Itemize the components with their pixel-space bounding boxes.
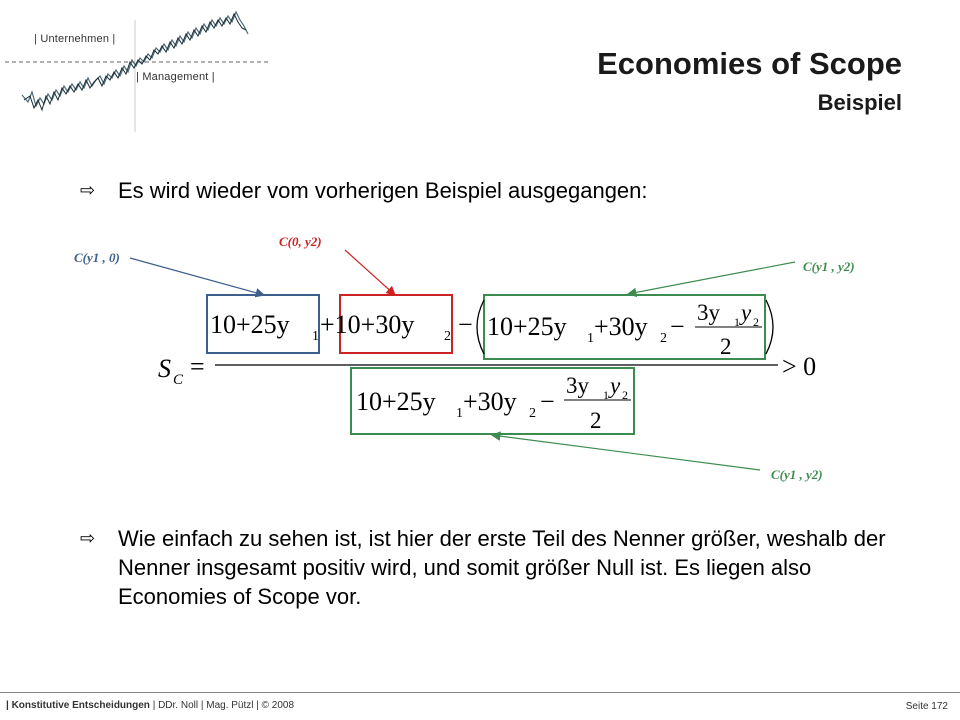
bullet-item bbox=[80, 524, 920, 614]
footer-divider bbox=[0, 692, 960, 693]
callout-c-y1-0: C(y1 , 0) bbox=[74, 250, 120, 265]
bullet-text: Es wird wieder vom vorherigen Beispiel ausgegangen: bbox=[118, 178, 648, 203]
logo-bottom-label: | Management | bbox=[136, 71, 215, 83]
callout-c-y1-y2-top: C(y1 , y2) bbox=[803, 259, 855, 274]
den-term2: +30y bbox=[463, 387, 517, 416]
arrow-blue bbox=[130, 258, 264, 295]
bullet-text: Wie einfach zu sehen ist, ist hier der erste Teil des Nenner größer, weshalb der Nenner insgesamt positiv wird, und somit größer Null ist. Es liegen also Economies of Scope vor. bbox=[118, 526, 886, 609]
footer-authors: | DDr. Noll | Mag. Pützl | © 2008 bbox=[149, 700, 295, 711]
num-frac-num-subs: 1 bbox=[734, 315, 740, 329]
footer-section: | Konstitutive Entscheidungen bbox=[6, 700, 150, 711]
den-frac-num-y2-sub: 2 bbox=[622, 388, 628, 402]
den-frac-den: 2 bbox=[590, 408, 602, 433]
bullet-item bbox=[80, 176, 920, 208]
lhs-s: S bbox=[158, 354, 171, 383]
stock-chart-logo-icon bbox=[0, 0, 300, 135]
left-paren bbox=[477, 300, 484, 354]
minus-sign: − bbox=[458, 310, 473, 339]
arrow-green-bottom bbox=[492, 435, 760, 470]
num-frac-den: 2 bbox=[720, 334, 732, 359]
page-number: Seite 172 bbox=[905, 701, 948, 712]
callout-c-y1-y2-bottom: C(y1 , y2) bbox=[771, 467, 823, 482]
hollow-arrow-right-icon: ⇨ bbox=[80, 528, 96, 548]
header-logo bbox=[0, 0, 300, 135]
footer-text bbox=[6, 700, 294, 711]
callout-c-0-y2: C(0, y2) bbox=[279, 234, 322, 249]
num-frac-num: 3y bbox=[697, 300, 720, 325]
arrow-red bbox=[345, 250, 395, 295]
arrow-green-top bbox=[628, 262, 795, 294]
den-frac-num: 3y bbox=[566, 373, 589, 398]
hollow-arrow-right-icon: ⇨ bbox=[80, 180, 96, 200]
term-b-sub: 2 bbox=[444, 329, 451, 344]
term-b: +10+30y bbox=[320, 310, 415, 339]
term-c-minus: − bbox=[670, 312, 685, 341]
equals-sign: = bbox=[190, 352, 205, 381]
term-a: 10+25y bbox=[210, 310, 290, 339]
logo-top-label: | Unternehmen | bbox=[34, 33, 116, 45]
den-term2-sub: 2 bbox=[529, 406, 536, 421]
greater-than-zero: > 0 bbox=[782, 352, 817, 381]
den-frac-num-subs: 1 bbox=[603, 388, 609, 402]
num-frac-num-y2: y bbox=[741, 300, 752, 325]
slide-title: Economies of Scope bbox=[597, 46, 902, 81]
den-term-sub: 1 bbox=[456, 406, 463, 421]
term-c-sub: 1 bbox=[587, 331, 594, 346]
term-c: 10+25y bbox=[487, 312, 567, 341]
den-term: 10+25y bbox=[356, 387, 436, 416]
right-paren bbox=[766, 300, 773, 354]
den-minus: − bbox=[540, 387, 555, 416]
den-frac-num-y2: y bbox=[610, 373, 621, 398]
term-a-sub: 1 bbox=[312, 329, 319, 344]
term-c2-sub: 2 bbox=[660, 331, 667, 346]
term-c2: +30y bbox=[594, 312, 648, 341]
num-frac-num-y2-sub: 2 bbox=[753, 315, 759, 329]
slide-subtitle: Beispiel bbox=[817, 90, 902, 115]
lhs-sub: C bbox=[173, 372, 184, 388]
